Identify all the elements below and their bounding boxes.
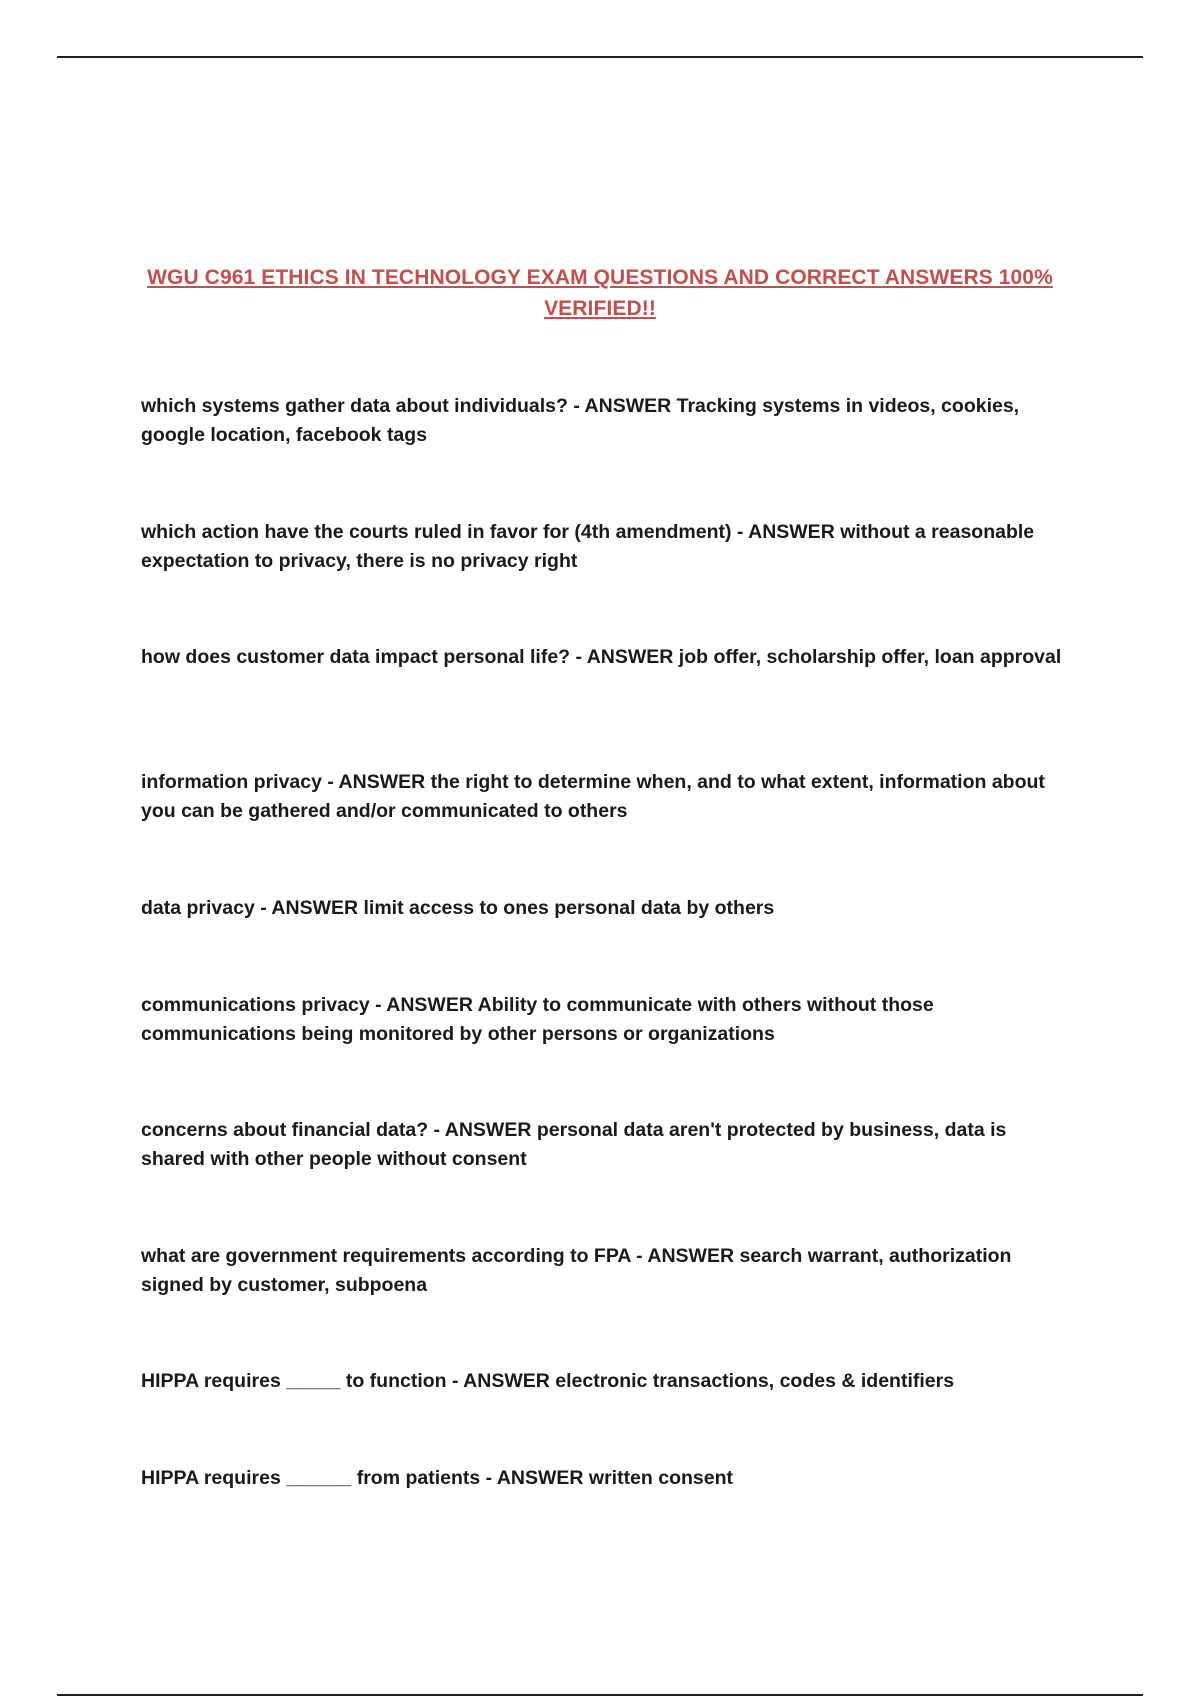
- qa-item: data privacy - ANSWER limit access to ones personal data by others: [141, 897, 775, 919]
- qa-item: HIPPA requires ______ from patients - ANSWER written consent: [141, 1467, 733, 1489]
- top-divider: [57, 56, 1143, 58]
- qa-item: information privacy - ANSWER the right to determine when, and to what extent, information about you can be gathered and/or communicated to others: [141, 771, 1045, 822]
- qa-item: how does customer data impact personal life? - ANSWER job offer, scholarship offer, loan approval: [141, 646, 1062, 668]
- qa-item: which systems gather data about individuals? - ANSWER Tracking systems in videos, cookies, google location, facebook tags: [141, 395, 1020, 446]
- qa-item: concerns about financial data? - ANSWER personal data aren't protected by business, data is shared with other people without consent: [141, 1119, 1007, 1170]
- qa-item: HIPPA requires _____ to function - ANSWER electronic transactions, codes & identifiers: [141, 1370, 955, 1392]
- document-title: WGU C961 ETHICS IN TECHNOLOGY EXAM QUESTIONS AND CORRECT ANSWERS 100% VERIFIED!!: [147, 266, 1053, 320]
- bottom-divider: [57, 1694, 1143, 1696]
- qa-item: which action have the courts ruled in favor for (4th amendment) - ANSWER without a reasonable expectation to privacy, there is no privacy right: [141, 521, 1035, 572]
- qa-item: communications privacy - ANSWER Ability to communicate with others without those communications being monitored by other persons or organizations: [141, 994, 934, 1045]
- qa-item: what are government requirements according to FPA - ANSWER search warrant, authorization signed by customer, subpoena: [141, 1245, 1012, 1296]
